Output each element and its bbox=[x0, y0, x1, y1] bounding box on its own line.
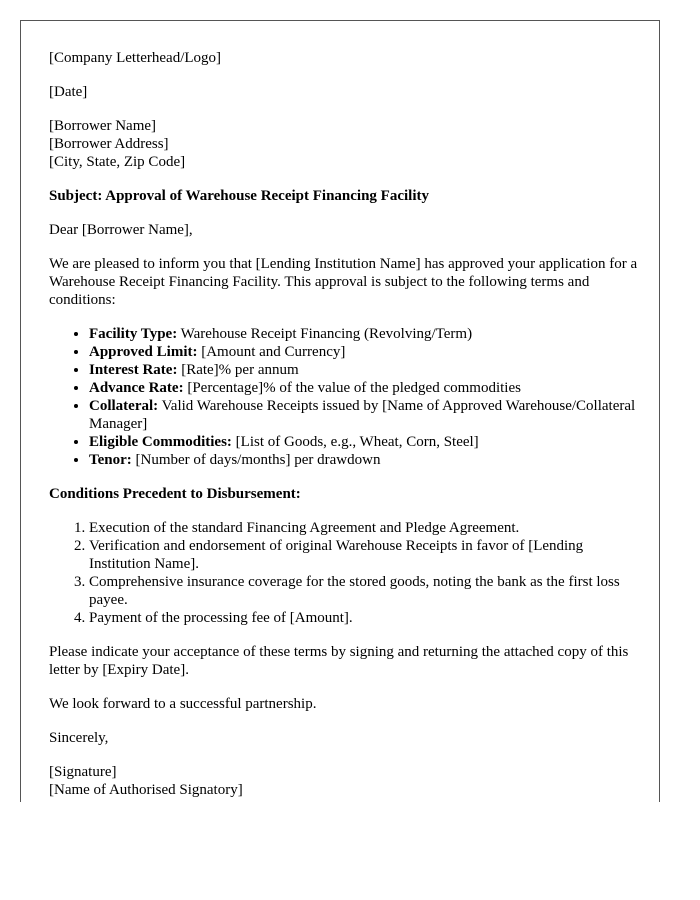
acceptance-paragraph: Please indicate your acceptance of these terms by signing and returning the attached copy of this letter by [Expiry Date]. bbox=[49, 644, 629, 678]
term-label: Collateral: bbox=[89, 398, 159, 414]
closing: Sincerely, bbox=[49, 730, 109, 746]
condition-item: 1. Execution of the standard Financing Agreement and Pledge Agreement. bbox=[89, 519, 641, 537]
conditions-heading: Conditions Precedent to Disbursement: bbox=[49, 486, 301, 502]
term-value: Valid Warehouse Receipts issued by [Name of Approved Warehouse/Collateral Manager] bbox=[89, 398, 636, 432]
condition-item: 2. Verification and endorsement of original Warehouse Receipts in favor of [Lending Institution Name]. bbox=[89, 537, 641, 573]
term-label: Interest Rate: bbox=[89, 362, 178, 378]
letterhead: [Company Letterhead/Logo] bbox=[49, 50, 222, 66]
borrower-name: [Borrower Name] bbox=[49, 118, 157, 134]
salutation: Dear [Borrower Name], bbox=[49, 222, 193, 238]
terms-list bbox=[49, 325, 641, 469]
subject-line: Subject: Approval of Warehouse Receipt Financing Facility bbox=[49, 188, 430, 204]
term-label: Tenor: bbox=[89, 452, 132, 468]
signature-block bbox=[49, 763, 641, 799]
term-item bbox=[89, 379, 641, 397]
term-item bbox=[89, 451, 641, 469]
term-item bbox=[89, 397, 641, 433]
partnership-paragraph: We look forward to a successful partnership. bbox=[49, 696, 317, 712]
term-item bbox=[89, 343, 641, 361]
term-value: [Number of days/months] per drawdown bbox=[135, 452, 381, 468]
term-value: [List of Goods, e.g., Wheat, Corn, Steel] bbox=[235, 434, 479, 450]
term-item bbox=[89, 325, 641, 343]
intro-paragraph: We are pleased to inform you that [Lending Institution Name] has approved your application for a Warehouse Receipt Financing Facility. This approval is subject to the following terms and conditions: bbox=[49, 256, 638, 308]
term-item bbox=[89, 433, 641, 451]
term-label: Eligible Commodities: bbox=[89, 434, 232, 450]
borrower-address-block bbox=[49, 117, 641, 171]
letter-date: [Date] bbox=[49, 84, 88, 100]
term-label: Approved Limit: bbox=[89, 344, 198, 360]
term-value: Warehouse Receipt Financing (Revolving/Term) bbox=[180, 326, 473, 342]
term-value: [Percentage]% of the value of the pledged commodities bbox=[187, 380, 521, 396]
term-value: [Rate]% per annum bbox=[181, 362, 299, 378]
term-label: Advance Rate: bbox=[89, 380, 184, 396]
borrower-city-state-zip: [City, State, Zip Code] bbox=[49, 154, 186, 170]
condition-item: 4. Payment of the processing fee of [Amount]. bbox=[89, 609, 641, 627]
conditions-list bbox=[49, 519, 641, 627]
signatory-name: [Name of Authorised Signatory] bbox=[49, 782, 243, 798]
term-label: Facility Type: bbox=[89, 326, 178, 342]
term-value: [Amount and Currency] bbox=[201, 344, 346, 360]
term-item bbox=[89, 361, 641, 379]
borrower-address: [Borrower Address] bbox=[49, 136, 169, 152]
letter-content bbox=[49, 49, 641, 799]
signature: [Signature] bbox=[49, 764, 117, 780]
letter-page bbox=[20, 20, 660, 802]
condition-item: 3. Comprehensive insurance coverage for the stored goods, noting the bank as the first loss payee. bbox=[89, 573, 641, 609]
